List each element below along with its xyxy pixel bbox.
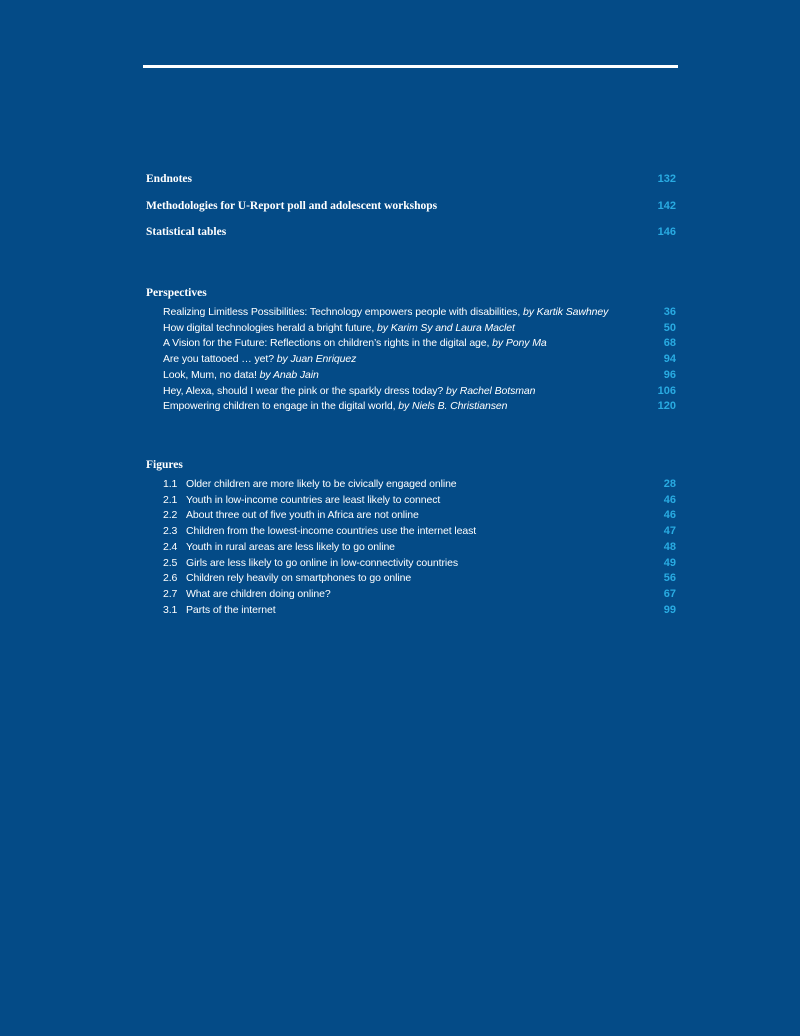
perspective-entry	[163, 367, 676, 383]
page-number: 49	[663, 556, 676, 569]
perspective-title	[163, 385, 652, 397]
figure-title	[163, 572, 658, 584]
main-entries-list	[146, 166, 676, 246]
perspective-author: by Anab Jain	[259, 368, 319, 381]
figure-number: 3.1	[163, 603, 178, 616]
figure-number: 2.5	[163, 556, 178, 569]
figure-number: 1.1	[163, 477, 178, 490]
perspective-author: by Kartik Sawhney	[522, 305, 609, 318]
perspective-title	[163, 337, 658, 349]
page-number: 47	[663, 525, 676, 538]
figure-title	[163, 557, 658, 569]
page-number: 132	[657, 173, 676, 186]
perspective-entry	[163, 351, 676, 367]
figure-entry	[163, 571, 676, 587]
perspective-entry	[163, 399, 676, 415]
figure-text: Older children are more likely to be civically engaged online	[186, 477, 457, 490]
page-number: 68	[663, 337, 676, 350]
perspectives-list	[163, 304, 676, 414]
figure-entry	[163, 586, 676, 602]
perspective-text: Are you tattooed … yet?	[163, 353, 277, 366]
figure-number: 2.1	[163, 493, 178, 506]
figures-heading: Figures	[146, 459, 183, 471]
page-number: 146	[657, 226, 676, 239]
figure-title	[163, 525, 658, 537]
figure-text: Parts of the internet	[186, 603, 276, 616]
figure-number: 2.6	[163, 572, 178, 585]
figure-title	[163, 494, 658, 506]
page-number: 142	[657, 199, 676, 212]
perspective-text: Empowering children to engage in the digital world,	[163, 400, 399, 413]
perspective-title	[163, 306, 658, 318]
figure-entry	[163, 476, 676, 492]
perspective-title	[163, 353, 658, 365]
figure-entry	[163, 508, 676, 524]
perspective-author: by Karim Sy and Laura Maclet	[376, 321, 515, 334]
figure-number: 2.4	[163, 540, 178, 553]
page-number: 50	[663, 321, 676, 334]
perspective-entry	[163, 336, 676, 352]
figure-entry	[163, 555, 676, 571]
perspective-author: by Pony Ma	[492, 337, 547, 350]
figure-text: What are children doing online?	[186, 588, 331, 601]
toc-entry	[146, 193, 676, 220]
figure-title	[163, 541, 658, 553]
perspective-entry	[163, 304, 676, 320]
figure-number: 2.2	[163, 509, 178, 522]
page-number: 67	[663, 588, 676, 601]
figure-text: Youth in rural areas are less likely to go online	[186, 540, 395, 553]
figure-entry	[163, 602, 676, 618]
figure-text: Children rely heavily on smartphones to go online	[186, 572, 412, 585]
page-number: 28	[663, 477, 676, 490]
perspective-entry	[163, 383, 676, 399]
perspective-text: Realizing Limitless Possibilities: Technology empowers people with disabilities,	[163, 305, 523, 318]
figure-title	[163, 604, 658, 616]
figure-title	[163, 478, 658, 490]
perspective-author: by Juan Enriquez	[276, 353, 357, 366]
perspective-text: A Vision for the Future: Reflections on children’s rights in the digital age,	[163, 337, 493, 350]
page-number: 36	[663, 305, 676, 318]
perspective-text: How digital technologies herald a bright future,	[163, 321, 377, 334]
perspective-author: by Niels B. Christiansen	[398, 400, 508, 413]
toc-entry	[146, 166, 676, 193]
page-number: 120	[657, 400, 676, 413]
toc-entry	[146, 219, 676, 246]
page-number: 46	[663, 493, 676, 506]
page-number: 106	[657, 384, 676, 397]
perspectives-heading: Perspectives	[146, 287, 207, 299]
figure-number: 2.7	[163, 588, 178, 601]
perspective-text: Hey, Alexa, should I wear the pink or the sparkly dress today?	[163, 384, 446, 397]
figure-entry	[163, 492, 676, 508]
entry-title: Endnotes	[146, 173, 193, 186]
page-number: 94	[663, 353, 676, 366]
perspective-title	[163, 400, 652, 412]
page-number: 46	[663, 509, 676, 522]
figure-number: 2.3	[163, 525, 178, 538]
figure-entry	[163, 539, 676, 555]
perspective-text: Look, Mum, no data!	[163, 368, 260, 381]
figure-text: Children from the lowest-income countries use the internet least	[186, 525, 477, 538]
perspective-author: by Rachel Botsman	[446, 384, 536, 397]
perspective-title	[163, 369, 658, 381]
top-rule	[143, 65, 678, 68]
page-number: 56	[663, 572, 676, 585]
figure-text: Youth in low-income countries are least likely to connect	[186, 493, 441, 506]
page-number: 96	[663, 368, 676, 381]
figures-list	[163, 476, 676, 618]
perspective-title	[163, 322, 658, 334]
figure-text: Girls are less likely to go online in low-connectivity countries	[186, 556, 458, 569]
figure-entry	[163, 523, 676, 539]
page-number: 48	[663, 540, 676, 553]
perspective-entry	[163, 320, 676, 336]
figure-title	[163, 509, 658, 521]
page-number: 99	[663, 603, 676, 616]
figure-text: About three out of five youth in Africa are not online	[186, 509, 419, 522]
figure-title	[163, 588, 658, 600]
entry-title: Statistical tables	[146, 226, 227, 239]
entry-title: Methodologies for U-Report poll and adolescent workshops	[146, 199, 438, 212]
